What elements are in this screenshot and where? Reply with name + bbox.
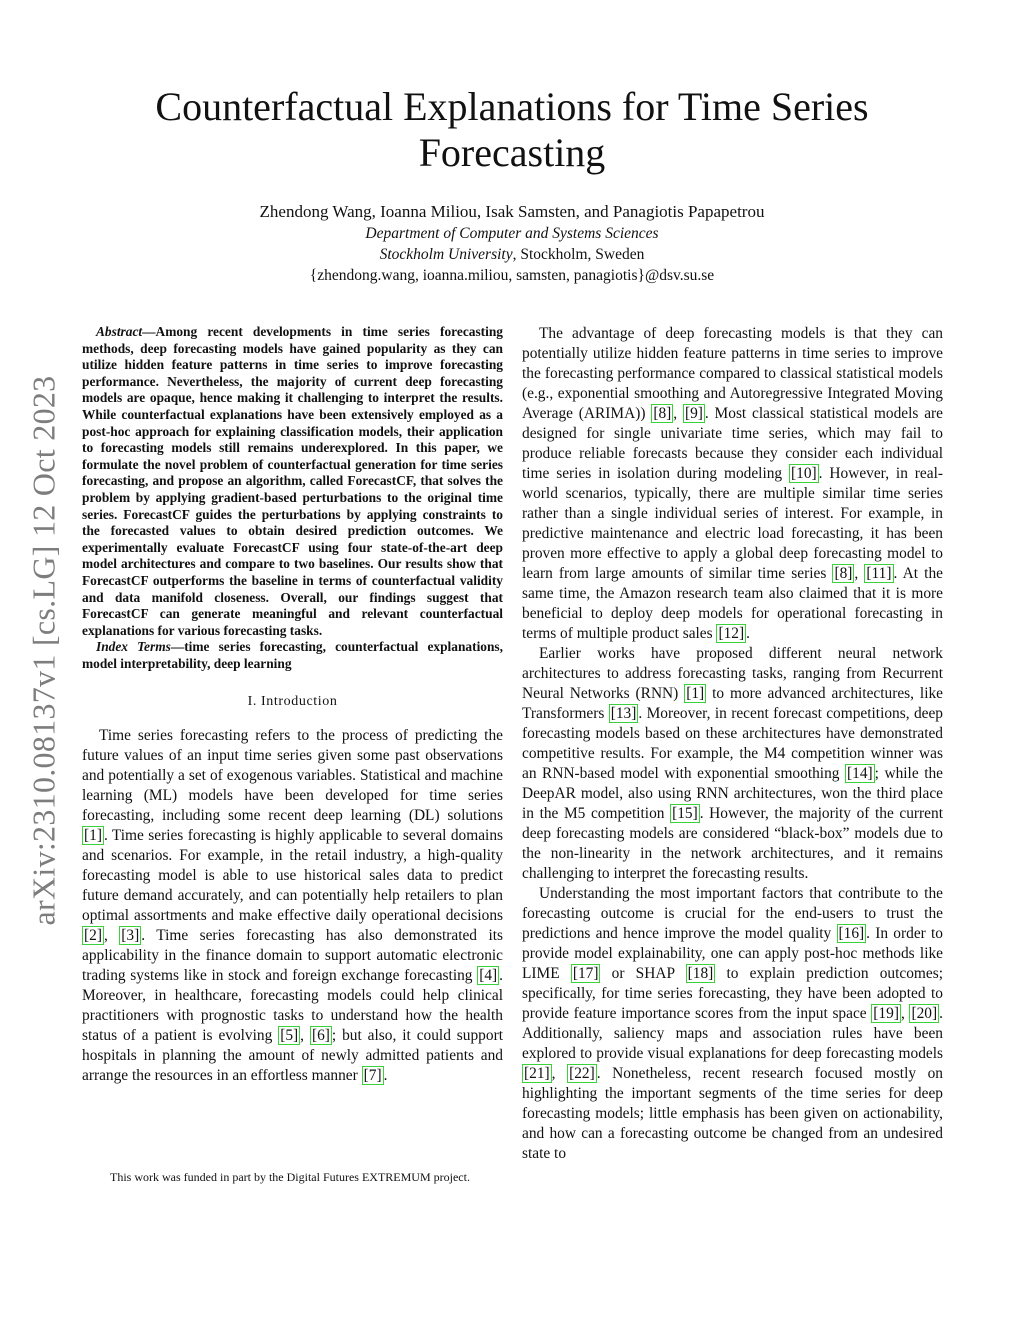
paragraph-text: Understanding the most important factors that contribute to the forecasting outcome is crucial for the end-users to trust the predictions and hence improve the model quality <box>522 885 943 942</box>
paragraph-text: , <box>551 1065 568 1082</box>
paragraph-text: . However, the majority of the current deep forecasting models are considered “black-box” models due to the non-linearity in the network architectures, and it remains challenging to interpret the forecasting results. <box>522 805 943 882</box>
paragraph-text: . In order to provide model explainability, one can apply post-hoc methods like LIME <box>522 925 943 982</box>
paragraph-text: ; but also, it could support hospitals in planning the amount of newly admitted patients and arrange the resources in an effortless manner <box>82 1027 503 1085</box>
citation-link[interactable]: [19] <box>873 1005 899 1022</box>
paragraph-text: , <box>673 405 683 422</box>
affiliation-university: Stockholm University <box>379 246 513 263</box>
paragraph-text: Time series forecasting refers to the process of predicting the future values of an input time series given some past observations and potentially a set of exogenous variables. Statistical and machine learning (ML) models have been developed for time series forecasting, including some recent deep learning (DL) solutions <box>82 727 503 825</box>
paragraph-text: , <box>900 1005 910 1022</box>
citation-link[interactable]: [8] <box>653 405 672 422</box>
intro-paragraph-3 <box>522 644 943 884</box>
affiliation-department: Department of Computer and Systems Sciences <box>365 225 659 242</box>
paragraph-text: . Most classical statistical models are designed for single univariate time series, which may fail to produce reliable forecasts because they consider each individual time series in isolation during modeling <box>522 405 943 482</box>
index-terms <box>82 639 503 672</box>
paragraph-text: to more advanced architectures, like Transformers <box>522 685 943 722</box>
index-terms-label: Index Terms <box>96 639 171 655</box>
citation-link[interactable]: [18] <box>687 965 714 982</box>
citation-link[interactable]: [16] <box>838 925 865 942</box>
intro-paragraph-1 <box>82 726 503 1086</box>
abstract-text: —Among recent developments in time series forecasting methods, deep forecasting models have gained popularity as they can utilize hidden feature patterns in time series to improve forecasting performance. Nevertheless, the majority of current deep forecasting models are opaque, hence making it challenging to interpret the results. While counterfactual explanations have been extensively employed as a post-hoc approach for explaining classification models, their application to forecasting models still remains underexplored. In this paper, we formulate the novel problem of counterfactual generation for time series forecasting, and propose an algorithm, called ForecastCF, that solves the problem by applying gradient-based perturbations to the original time series. ForecastCF guides the perturbations by applying constraints to the forecasted values to obtain desired prediction outcomes. We experimentally evaluate ForecastCF using four state-of-the-art deep model architectures and compare to two baselines. Our results show that ForecastCF outperforms the baseline in terms of counterfactual validity and data manifold closeness. Overall, our findings suggest that ForecastCF can generate meaningful and relevant counterfactual explanations for various forecasting tasks. <box>82 324 503 638</box>
section-heading-introduction: I. Introduction <box>247 694 338 710</box>
affiliation-email: {zhendong.wang, ioanna.miliou, samsten, panagiotis}@dsv.su.se <box>309 267 715 284</box>
paragraph-text: . <box>746 625 750 642</box>
paragraph-text: or SHAP <box>600 965 686 982</box>
citation-link[interactable]: [4] <box>479 967 498 985</box>
citation-link[interactable]: [11] <box>866 565 892 582</box>
paragraph-text: , <box>300 1027 310 1045</box>
right-column <box>522 324 943 1164</box>
arxiv-identifier-margin <box>24 350 64 950</box>
citation-link[interactable]: [1] <box>686 685 705 702</box>
paragraph-text: . <box>383 1067 388 1085</box>
citation-link[interactable]: [14] <box>847 765 873 782</box>
intro-paragraph-4 <box>522 884 943 1164</box>
author-list: Zhendong Wang, Ioanna Miliou, Isak Samsten, and Panagiotis Papapetrou <box>259 202 765 221</box>
paragraph-text: Earlier works have proposed different neural network architectures to address forecasting tasks, ranging from Recurrent Neural Networks (RNN) <box>522 645 943 702</box>
paragraph-text: ; while the DeepAR model, also using RNN architectures, won the third place in the M5 competition <box>522 765 943 822</box>
paragraph-text: to explain prediction outcomes; specifically, for time series forecasting, they have been adopted to provide feature importance scores from the input space <box>522 965 943 1022</box>
abstract-label: Abstract <box>96 324 143 339</box>
paragraph-text: The advantage of deep forecasting models is that they can potentially utilize hidden feature patterns in time series to improve the forecasting performance compared to classical statistical models (e.g., exponential smoothing and Autoregressive Integrated Moving Average (ARIMA)) <box>522 325 943 422</box>
citation-link[interactable]: [1] <box>84 827 102 845</box>
citation-link[interactable]: [5] <box>280 1027 299 1045</box>
citation-link[interactable]: [17] <box>572 965 599 982</box>
citation-link[interactable]: [22] <box>569 1065 595 1082</box>
arxiv-identifier: arXiv:2310.08137v1 [cs.LG] 12 Oct 2023 <box>25 375 62 925</box>
paragraph-text: , <box>103 927 120 945</box>
citation-link[interactable]: [15] <box>672 805 698 822</box>
index-terms-text: —time series forecasting, counterfactual explanations, model interpretability, deep learning <box>82 639 503 671</box>
intro-paragraph-2 <box>522 324 943 644</box>
citation-link[interactable]: [12] <box>718 625 745 642</box>
citation-link[interactable]: [10] <box>791 465 817 482</box>
paragraph-text: . Time series forecasting is highly applicable to several domains and scenarios. For example, in the retail industry, a high-quality forecasting model is able to use historical sales data to predict future demand accurately, and can potentially help retailers to plan optimal assortments and make effective daily operational decisions <box>82 827 503 925</box>
paragraph-text: , <box>854 565 865 582</box>
affiliation-location <box>100 245 924 265</box>
affiliation-city: , Stockholm, Sweden <box>512 246 645 263</box>
citation-link[interactable]: [9] <box>684 405 703 422</box>
paper-title: Counterfactual Explanations for Time Series Forecasting <box>155 84 869 175</box>
paragraph-text: . Additionally, saliency maps and association rules have been explored to provide visual explanations for deep forecasting models <box>522 1005 943 1062</box>
citation-link[interactable]: [21] <box>524 1065 550 1082</box>
abstract <box>82 324 503 639</box>
paragraph-text: . Nonetheless, recent research focused mostly on highlighting the important segments of the time series for deep forecasting models; little emphasis has been given on actionability, and how can a forecasting outcome be changed from an undesired state to <box>522 1065 943 1162</box>
paragraph-text: . However, in real-world scenarios, typically, there are multiple similar time series rather than a single individual series of interest. For example, in predictive maintenance and electric load forecasting, it has been proven more effective to apply a global deep forecasting model to learn from large amounts of similar time series <box>522 465 943 582</box>
citation-link[interactable]: [8] <box>834 565 853 582</box>
citation-link[interactable]: [6] <box>311 1027 330 1045</box>
citation-link[interactable]: [3] <box>121 927 140 945</box>
citation-link[interactable]: [2] <box>84 927 102 945</box>
citation-link[interactable]: [7] <box>363 1067 382 1085</box>
paragraph-text: . At the same time, the Amazon research team also claimed that it is more beneficial to deploy deep models for operational forecasting in terms of multiple product sales <box>522 565 943 642</box>
paragraph-text: . Time series forecasting has also demonstrated its applicability in the finance domain to support automatic electronic trading systems like in stock and foreign exchange forecasting <box>82 927 503 985</box>
citation-link[interactable]: [20] <box>911 1005 938 1022</box>
paragraph-text: . Moreover, in recent forecast competitions, deep forecasting models based on these architectures have demonstrated competitive results. For example, the M4 competition winner was an RNN-based model with exponential smoothing <box>522 705 943 782</box>
citation-link[interactable]: [13] <box>610 705 637 722</box>
funding-footnote: This work was funded in part by the Digital Futures EXTREMUM project. <box>110 1170 470 1184</box>
left-column <box>82 324 503 1086</box>
paragraph-text: . Moreover, in healthcare, forecasting models could help clinical practitioners with prognostic tasks to understand how the health status of a patient is evolving <box>82 967 503 1045</box>
